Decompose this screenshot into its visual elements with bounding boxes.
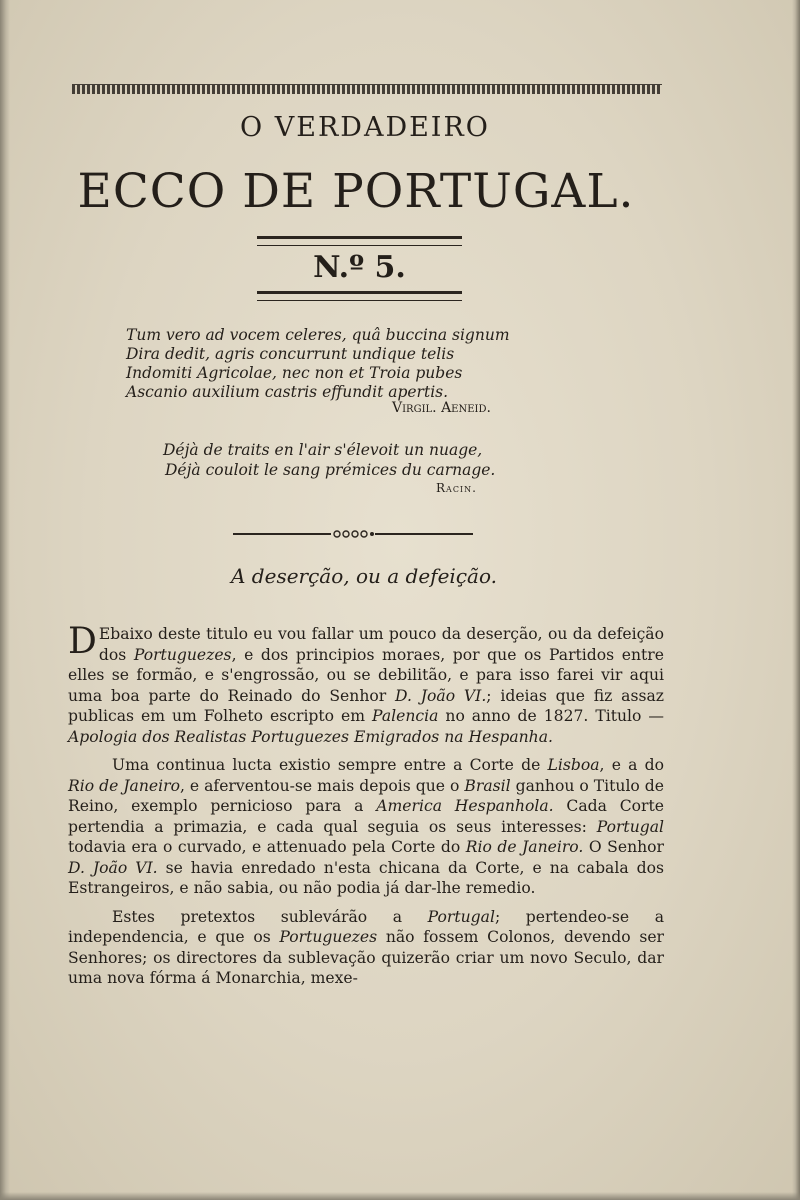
rule-above-issue [257, 236, 462, 246]
french-epigraph [163, 440, 543, 480]
text-run: Cada Corte pertendia a primazia, e cada qual seguia os seus interesses: [68, 797, 664, 836]
text-run: todavia era o curvado, e attenuado pela Corte do [68, 838, 466, 856]
text-run: Uma continua lucta existio sempre entre a Corte de [112, 756, 548, 774]
italic-run: America Hespanhola. [376, 797, 554, 815]
decorative-top-border [72, 84, 662, 94]
issue-number: N.º 5. [313, 250, 406, 285]
article-body [68, 621, 665, 989]
text-run: se havia enredado n'esta chicana da Corte, e na cabala dos Estrangeiros, e não sabia, ou não podia já dar-lhe remedio. [68, 858, 664, 897]
article-paragraph [68, 621, 664, 747]
italic-run: D. João VI. [395, 686, 487, 705]
epigraph-line: Déjà couloit le sang prémices du carnage. [165, 461, 496, 479]
page-edge-bottom [0, 1192, 800, 1200]
italic-run: Brasil [464, 776, 511, 795]
text-run: não fossem Colonos, devendo ser Senhores; os directores da sublevação quizerão criar um novo Seculo, dar uma nova fórma á Monarchia, mexe- [68, 928, 665, 987]
article-title: A deserção, ou a defeição. [231, 564, 497, 588]
ornamental-divider [233, 529, 473, 539]
page-edge-right [792, 0, 800, 1200]
italic-run: Lisboa [547, 756, 600, 774]
text-run: Estes pretextos sublevárão a [112, 907, 428, 926]
italic-run: Portuguezes [279, 928, 378, 946]
text-run: ganhou o Titulo de Reino, exemplo pernicioso para a [68, 776, 665, 815]
rule-below-issue [257, 291, 462, 301]
epigraph-line: Tum vero ad vocem celeres, quâ buccina signum [126, 326, 510, 344]
italic-run: Palencia [372, 707, 439, 725]
italic-run: Rio de Janeiro [68, 776, 180, 795]
article-paragraph [68, 907, 664, 989]
italic-run: Portugal [427, 907, 495, 926]
text-run: , e a do [599, 756, 664, 774]
italic-run: Rio de Janeiro. [465, 838, 584, 856]
epigraph-line: Ascanio auxilium castris effundit apertis. [126, 383, 449, 401]
article-paragraph [68, 755, 664, 899]
italic-run: Apologia dos Realistas Portuguezes Emigrados na Hespanha. [68, 727, 553, 746]
latin-epigraph-attribution: Virgil. Aeneid. [392, 400, 491, 416]
text-run: ; ideias que fiz assaz publicas em um Folheto escripto em [68, 686, 664, 725]
text-run: Ebaixo deste titulo eu vou fallar um pouco da deserção, ou da defeição dos [98, 625, 664, 664]
epigraph-line: Indomiti Agricolae, nec non et Troia pubes [126, 364, 463, 382]
text-run: , e dos principios moraes, por que os Partidos entre elles se formão, e s'engrossão, ou se debilitão, e para isso farei vir aqui uma boa parte do Reinado do Senhor [68, 645, 664, 705]
text-run: ; pertendeo-se a independencia, e que os [68, 907, 664, 946]
text-run: , e aferventou-se mais depois que o [179, 776, 465, 795]
masthead-title-line2: ECCO DE PORTUGAL. [77, 164, 635, 219]
latin-epigraph [126, 326, 546, 402]
epigraph-line: Déjà de traits en l'air s'élevoit un nuage, [163, 441, 483, 459]
french-epigraph-attribution: Racin. [436, 481, 477, 495]
masthead-title-line1: O VERDADEIRO [240, 112, 490, 143]
text-run: no anno de 1827. Titulo — [438, 707, 664, 725]
italic-run: Portugal [596, 817, 664, 836]
italic-run: D. João VI. [68, 858, 158, 877]
italic-run: Portuguezes [133, 645, 232, 664]
epigraph-line: Dira dedit, agris concurrunt undique telis [126, 345, 455, 363]
text-run: O Senhor [583, 838, 664, 856]
drop-cap: D [68, 621, 97, 662]
